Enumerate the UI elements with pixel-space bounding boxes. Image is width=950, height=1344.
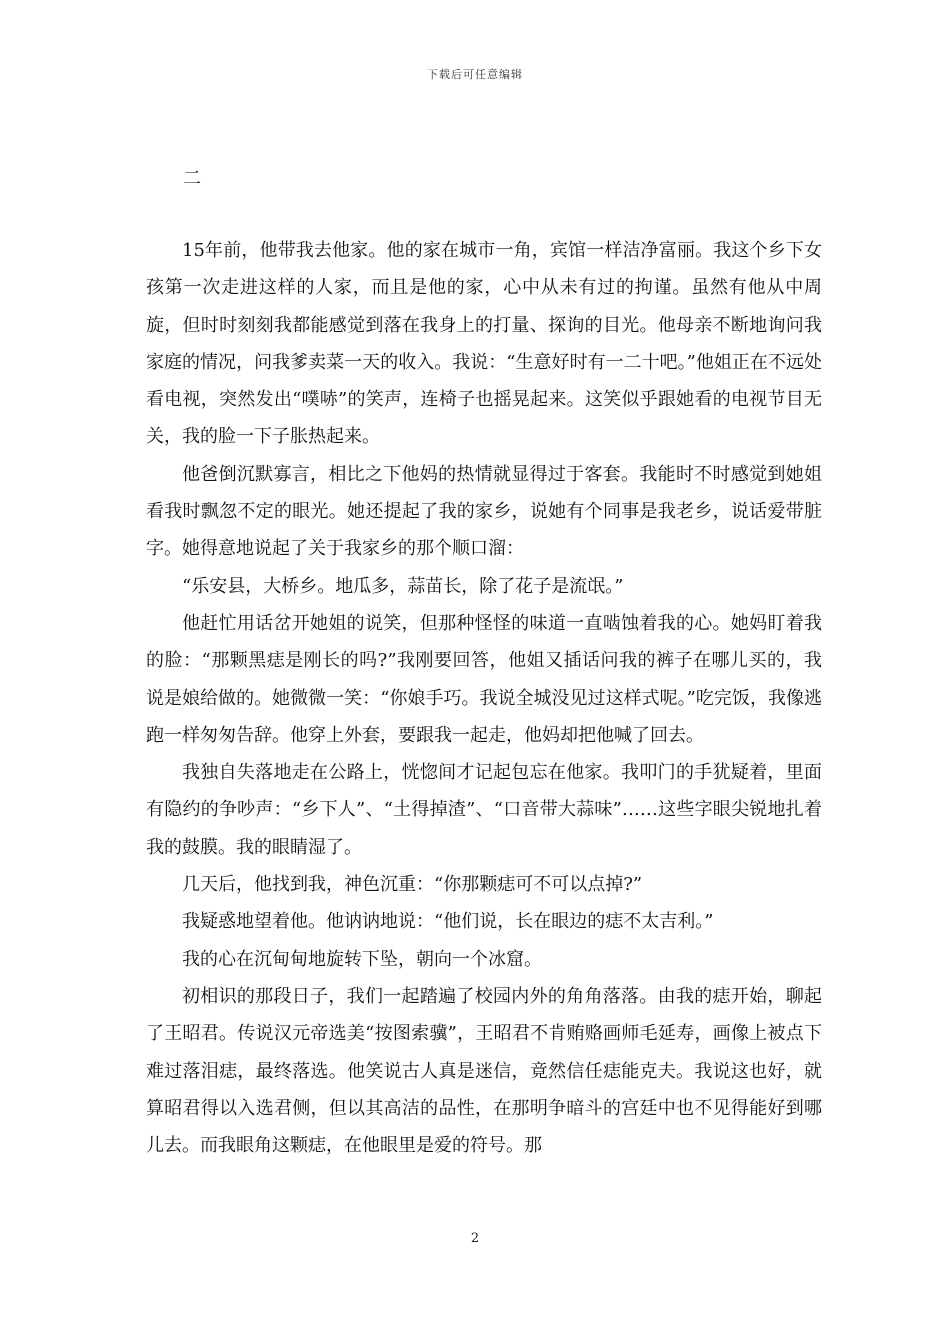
page-header: 下载后可任意编辑 bbox=[427, 68, 523, 81]
paragraph: 初相识的那段日子，我们一起踏遍了校园内外的角角落落。由我的痣开始，聊起了王昭君。传说汉元帝选美“按图索骥”，王昭君不肯贿赂画师毛延寿，画像上被点下难过落泪痣，最终落选。他笑说古人真是迷信，竟然信任痣能克夫。我说这也好，就算昭君得以入选君侧，但以其高洁的品性，在那明争暗斗的宫廷中也不见得能好到哪儿去。而我眼角这颗痣，在他眼里是爱的符号。那 bbox=[146, 985, 822, 1157]
section-title: 二 bbox=[183, 168, 201, 189]
paragraph: 我独自失落地走在公路上，恍惚间才记起包忘在他家。我叩门的手犹疑着，里面有隐约的争吵声：“乡下人”、“土得掉渣”、“口音带大蒜味”……这些字眼尖锐地扎着我的鼓膜。我的眼睛湿了。 bbox=[146, 762, 822, 858]
paragraph: 15年前，他带我去他家。他的家在城市一角，宾馆一样洁净富丽。我这个乡下女孩第一次走进这样的人家，而且是他的家，心中从未有过的拘谨。虽然有他从中周旋，但时时刻刻我都能感觉到落在我身上的打量、探询的目光。他母亲不断地询问我家庭的情况，问我爹卖菜一天的收入。我说：“生意好时有一二十吧。”他姐正在不远处看电视，突然发出“噗哧”的笑声，连椅子也摇晃起来。这笑似乎跟她看的电视节目无关，我的脸一下子胀热起来。 bbox=[146, 240, 822, 448]
page-number: 2 bbox=[470, 1231, 480, 1246]
paragraph: 几天后，他找到我，神色沉重：“你那颗痣可不可以点掉?” bbox=[182, 874, 643, 896]
paragraph: 他赶忙用话岔开她姐的说笑，但那种怪怪的味道一直啮蚀着我的心。她妈盯着我的脸：“那颗黑痣是刚长的吗?”我刚要回答，他姐又插话问我的裤子在哪儿买的，我说是娘给做的。她微微一笑：“你娘手巧。我说全城没见过这样式呢。”吃完饭，我像逃跑一样匆匆告辞。他穿上外套，要跟我一起走，他妈却把他喊了回去。 bbox=[146, 612, 822, 746]
paragraph: “乐安县，大桥乡。地瓜多，蒜苗长，除了花子是流氓。” bbox=[182, 575, 624, 597]
paragraph: 我的心在沉甸甸地旋转下坠，朝向一个冰窟。 bbox=[182, 948, 542, 970]
paragraph: 他爸倒沉默寡言，相比之下他妈的热情就显得过于客套。我能时不时感觉到她姐看我时飘忽不定的眼光。她还提起了我的家乡，说她有个同事是我老乡，说话爱带脏字。她得意地说起了关于我家乡的那个顺口溜： bbox=[146, 463, 822, 560]
paragraph: 我疑惑地望着他。他讷讷地说：“他们说，长在眼边的痣不太吉利。” bbox=[182, 911, 714, 933]
document-body bbox=[146, 232, 822, 1164]
